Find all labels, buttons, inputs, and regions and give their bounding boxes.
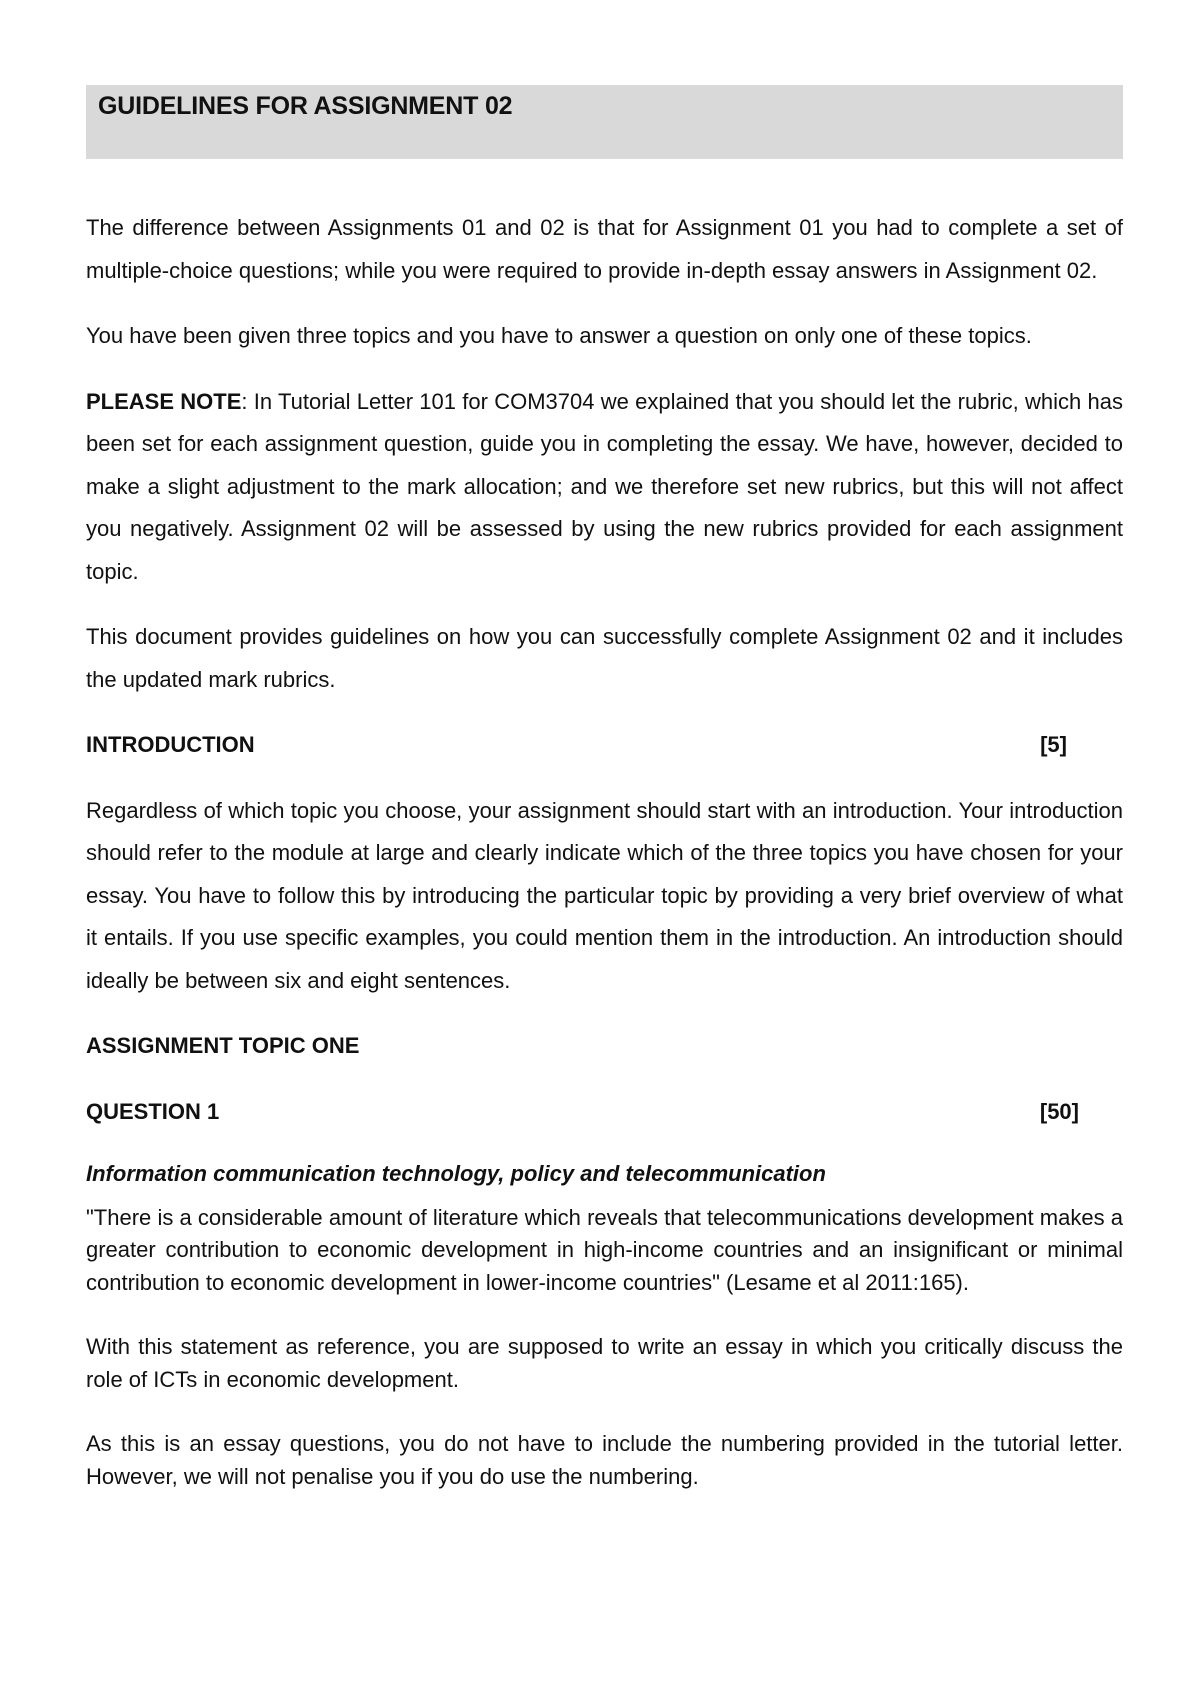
note-text: : In Tutorial Letter 101 for COM3704 we explained that you should let the rubric, which has been set for each assignment question, guide you in completing the essay. We have, however, decided to make a slight adjustment to the mark allocation; and we therefore set new rubrics, but this will not affect you negatively. Assignment 02 will be assessed by using the new rubrics provided for each assignment topic. [86, 388, 1123, 584]
document-page [86, 85, 1123, 1493]
intro-paragraph-1: The difference between Assignments 01 and 02 is that for Assignment 01 you had to complete a set of multiple-choice questions; while you were required to provide in-depth essay answers in Assignment 02. [86, 215, 1123, 283]
topic-one-heading-row [86, 1025, 1123, 1068]
question-1-body [86, 1202, 1123, 1494]
introduction-heading-row [86, 724, 1123, 767]
document-title: GUIDELINES FOR ASSIGNMENT 02 [98, 92, 513, 120]
question-1-quote: "There is a considerable amount of literature which reveals that telecommunications development makes a greater contribution to economic development in high-income countries and an insignificant or minimal contribution to economic development in lower-income countries" (Lesame et al 2011:165). [86, 1204, 1123, 1295]
question-1-subheading: Information communication technology, policy and telecommunication [86, 1161, 826, 1186]
title-banner [86, 85, 1123, 159]
note-label: PLEASE NOTE [86, 388, 242, 414]
question-1-heading-row [86, 1091, 1123, 1134]
introduction-paragraph: Regardless of which topic you choose, your assignment should start with an introduction. Your introduction should refer to the module at large and clearly indicate which of the three topics you have chosen for your essay. You have to follow this by introducing the particular topic by providing a very brief overview of what it entails. If you use specific examples, you could mention them in the introduction. An introduction should ideally be between six and eight sentences. [86, 797, 1123, 993]
introduction-marks: [5] [1040, 732, 1067, 757]
intro-paragraph-2: You have been given three topics and you have to answer a question on only one of these topics. [86, 323, 1032, 348]
question-1-note: As this is an essay questions, you do not have to include the numbering provided in the tutorial letter. However, we will not penalise you if you do use the numbering. [86, 1431, 1123, 1489]
question-1-marks: [50] [1039, 1098, 1079, 1124]
question-1-instruction: With this statement as reference, you are supposed to write an essay in which you critically discuss the role of ICTs in economic development. [86, 1334, 1123, 1392]
question-1-heading: QUESTION 1 [86, 1098, 220, 1124]
note-paragraph [86, 381, 1123, 594]
intro-paragraph-4: This document provides guidelines on how you can successfully complete Assignment 02 and it includes the updated mark rubrics. [86, 624, 1123, 692]
topic-one-heading: ASSIGNMENT TOPIC ONE [86, 1033, 360, 1058]
introduction-heading: INTRODUCTION [86, 732, 255, 757]
intro-section [86, 207, 1123, 1196]
